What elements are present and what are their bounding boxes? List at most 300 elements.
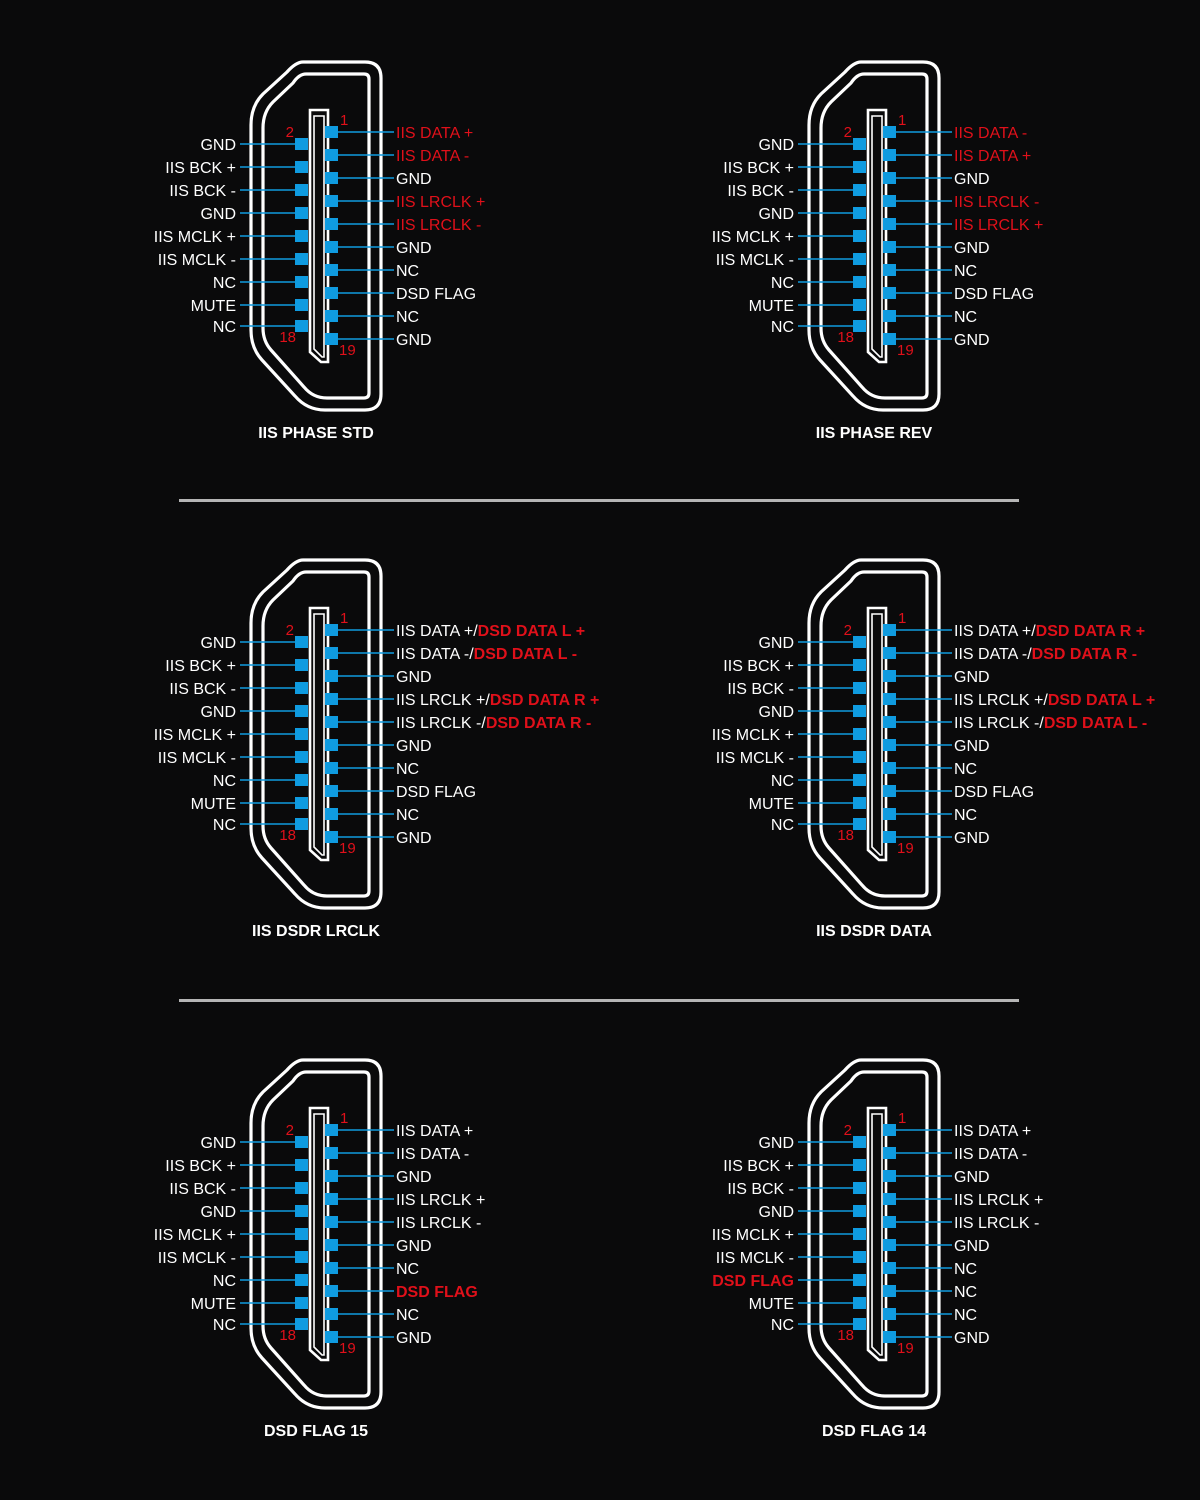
pin-number-label: 1 (898, 112, 907, 129)
pin-6 (853, 682, 866, 694)
pin-label-left: MUTE (190, 796, 236, 813)
pin-label-right (396, 194, 485, 211)
pin-16 (295, 797, 308, 809)
pin-10 (853, 728, 866, 740)
pin-label-left: MUTE (748, 298, 794, 315)
pin-label-right (954, 1123, 1031, 1140)
pin-18 (295, 320, 308, 332)
pin-label-left: NC (212, 319, 236, 336)
pin-label-right (954, 761, 977, 778)
pin-5 (883, 1170, 896, 1182)
pin-label-left: IIS BCK - (169, 183, 236, 200)
pin-signal-text: IIS DATA +/ (954, 623, 1036, 640)
pin-2 (853, 1136, 866, 1148)
pin-signal-text: GND (954, 738, 990, 755)
pin-label-left: NC (770, 773, 794, 790)
pin-signal-text: IIS DATA -/ (396, 646, 474, 663)
pin-15 (883, 1285, 896, 1297)
pin-label-right (954, 1169, 990, 1186)
pin-label-left: GND (758, 137, 794, 154)
pin-number-label: 18 (279, 827, 296, 844)
pin-label-right (954, 263, 977, 280)
pin-label-right (396, 1284, 478, 1301)
pin-label-left: GND (200, 206, 236, 223)
pin-14 (853, 774, 866, 786)
pin-label-left: IIS MCLK + (153, 229, 236, 246)
pin-number-label: 2 (843, 1122, 852, 1139)
pin-2 (295, 138, 308, 150)
pin-number-label: 18 (279, 1327, 296, 1344)
pin-dsd-signal-text: DSD DATA L + (1047, 692, 1156, 709)
pin-dsd-signal-text: DSD DATA L - (473, 646, 578, 663)
pin-label-right (954, 1261, 977, 1278)
pin-signal-text: GND (396, 1238, 432, 1255)
pin-signal-text: NC (396, 807, 420, 824)
connector-6 (712, 1060, 1044, 1440)
pin-label-right (396, 807, 419, 824)
pin-label-right (954, 148, 1031, 165)
pin-label-left: IIS MCLK + (711, 229, 794, 246)
connector-tongue (868, 608, 886, 860)
pin-8 (853, 207, 866, 219)
pin-3 (325, 1147, 338, 1159)
pin-signal-text: NC (396, 1307, 420, 1324)
pin-5 (325, 172, 338, 184)
pin-label-right (396, 1215, 481, 1232)
pin-signal-text: NC (954, 1261, 978, 1278)
pin-14 (295, 276, 308, 288)
pin-12 (295, 751, 308, 763)
pin-number-label: 18 (837, 827, 854, 844)
pin-label-right (396, 623, 585, 640)
pin-signal-text: NC (396, 309, 420, 326)
pin-signal-text: IIS DATA -/ (954, 646, 1032, 663)
pin-signal-text: IIS LRCLK + (396, 194, 486, 211)
pin-10 (853, 230, 866, 242)
pin-signal-text: GND (396, 240, 432, 257)
pin-label-right (396, 286, 476, 303)
pin-label-left: NC (212, 1317, 236, 1334)
pin-label-right (954, 807, 977, 824)
pin-signal-text: GND (396, 669, 432, 686)
pin-label-right (396, 1238, 432, 1255)
connector-tongue-inner (314, 1114, 324, 1355)
pin-label-left: NC (770, 1317, 794, 1334)
pin-18 (853, 818, 866, 830)
pin-signal-text: NC (954, 309, 978, 326)
pin-label-left: NC (770, 275, 794, 292)
pin-17 (325, 310, 338, 322)
pin-7 (325, 195, 338, 207)
pin-13 (325, 264, 338, 276)
pin-number-label: 19 (339, 342, 356, 359)
pin-19 (883, 831, 896, 843)
pin-10 (295, 728, 308, 740)
pin-17 (883, 310, 896, 322)
pin-16 (853, 299, 866, 311)
pin-12 (853, 253, 866, 265)
pin-3 (325, 647, 338, 659)
pin-signal-text: GND (396, 171, 432, 188)
pin-7 (883, 195, 896, 207)
pin-18 (853, 1318, 866, 1330)
pin-label-left: IIS MCLK + (711, 727, 794, 744)
pin-label-left: IIS BCK + (723, 658, 794, 675)
pin-label-left: GND (200, 635, 236, 652)
pin-label-left: IIS MCLK + (153, 727, 236, 744)
pin-label-right (396, 171, 432, 188)
pin-19 (883, 333, 896, 345)
pin-9 (325, 218, 338, 230)
pin-signal-text: NC (396, 1261, 420, 1278)
pin-number-label: 18 (837, 1327, 854, 1344)
pin-signal-text: IIS LRCLK + (396, 1192, 486, 1209)
connector-tongue (868, 1108, 886, 1360)
pin-17 (325, 1308, 338, 1320)
connector-2 (712, 62, 1044, 442)
pin-19 (325, 1331, 338, 1343)
pin-signal-text: DSD FLAG (396, 1284, 478, 1301)
pin-label-right (954, 1307, 977, 1324)
pin-number-label: 19 (339, 840, 356, 857)
pin-label-right (396, 830, 432, 847)
pin-5 (325, 670, 338, 682)
pin-label-right (954, 669, 990, 686)
pin-number-label: 1 (340, 610, 349, 627)
pin-label-right (396, 669, 432, 686)
connector-tongue (868, 110, 886, 362)
pin-dsd-signal-text: DSD DATA R + (1035, 623, 1146, 640)
pin-number-label: 2 (285, 124, 294, 141)
connector-tongue (310, 608, 328, 860)
pin-label-left: GND (200, 1204, 236, 1221)
pin-11 (883, 241, 896, 253)
pin-1 (883, 1124, 896, 1136)
pin-17 (325, 808, 338, 820)
pin-label-left: NC (212, 1273, 236, 1290)
connector-3 (154, 560, 600, 940)
pin-signal-text: GND (954, 1330, 990, 1347)
pin-3 (883, 647, 896, 659)
pin-14 (295, 774, 308, 786)
pin-label-right (954, 830, 990, 847)
pin-17 (883, 1308, 896, 1320)
pin-label-left: IIS BCK - (727, 183, 794, 200)
pin-11 (883, 739, 896, 751)
connector-tongue (310, 1108, 328, 1360)
pin-5 (883, 172, 896, 184)
pin-signal-text: IIS DATA - (396, 148, 470, 165)
pin-label-left: NC (770, 817, 794, 834)
pin-7 (883, 1193, 896, 1205)
pin-7 (325, 693, 338, 705)
pin-label-left: NC (770, 319, 794, 336)
pin-label-right (954, 217, 1043, 234)
pin-dsd-signal-text: DSD DATA L - (1043, 715, 1148, 732)
pin-15 (325, 785, 338, 797)
connector-title: IIS DSDR LRCLK (252, 923, 380, 940)
pin-label-left: GND (200, 704, 236, 721)
pin-label-left: IIS BCK + (165, 1158, 236, 1175)
pin-signal-text: DSD FLAG (396, 784, 477, 801)
pin-label-left: IIS BCK + (723, 1158, 794, 1175)
pin-label-right (954, 1238, 990, 1255)
pin-signal-text: GND (396, 830, 432, 847)
pin-8 (295, 207, 308, 219)
pin-label-left: GND (758, 1135, 794, 1152)
pin-11 (325, 241, 338, 253)
pin-label-left: IIS BCK + (723, 160, 794, 177)
pin-4 (295, 659, 308, 671)
connector-title: DSD FLAG 14 (821, 1423, 927, 1440)
pin-signal-text: IIS LRCLK +/ (954, 692, 1048, 709)
pin-label-right (396, 125, 473, 142)
pin-label-left: MUTE (748, 1296, 794, 1313)
pin-number-label: 18 (837, 329, 854, 346)
pin-signal-text: GND (954, 669, 990, 686)
pin-1 (325, 1124, 338, 1136)
connector-tongue-inner (314, 116, 324, 357)
pin-12 (295, 253, 308, 265)
pin-18 (853, 320, 866, 332)
pin-label-right (954, 171, 990, 188)
pin-7 (883, 693, 896, 705)
pin-label-right (954, 646, 1137, 663)
pin-label-left: NC (212, 817, 236, 834)
connector-tongue-inner (872, 614, 882, 855)
pin-dsd-signal-text: DSD DATA L + (477, 623, 586, 640)
pin-16 (295, 1297, 308, 1309)
pin-10 (295, 1228, 308, 1240)
pin-label-right (954, 738, 990, 755)
pin-6 (853, 1182, 866, 1194)
pin-label-right (954, 309, 977, 326)
pin-3 (883, 1147, 896, 1159)
pin-signal-text: IIS LRCLK - (396, 217, 482, 234)
pin-label-left: NC (212, 275, 236, 292)
pin-label-right (396, 1192, 485, 1209)
pin-5 (883, 670, 896, 682)
connector-title: IIS PHASE REV (815, 425, 933, 442)
pin-9 (883, 716, 896, 728)
pin-number-label: 1 (340, 112, 349, 129)
pin-label-right (396, 1146, 469, 1163)
pin-label-right (954, 286, 1034, 303)
pin-label-right (954, 194, 1039, 211)
pin-label-right (954, 1330, 990, 1347)
pin-signal-text: GND (954, 332, 990, 349)
pin-signal-text: DSD FLAG (396, 286, 477, 303)
pin-signal-text: IIS DATA - (954, 125, 1028, 142)
section-divider (179, 999, 1019, 1002)
pin-1 (883, 126, 896, 138)
pin-number-label: 2 (285, 1122, 294, 1139)
pin-signal-text: GND (954, 240, 990, 257)
pin-signal-text: IIS LRCLK -/ (954, 715, 1044, 732)
pin-16 (853, 1297, 866, 1309)
pin-label-left: IIS MCLK - (157, 750, 236, 767)
pin-10 (853, 1228, 866, 1240)
pin-2 (295, 1136, 308, 1148)
pin-2 (853, 636, 866, 648)
pin-number-label: 19 (897, 342, 914, 359)
pin-label-left: MUTE (190, 298, 236, 315)
pin-14 (853, 1274, 866, 1286)
pin-6 (295, 682, 308, 694)
pin-label-right (954, 1284, 977, 1301)
pin-label-right (954, 125, 1027, 142)
pin-16 (295, 299, 308, 311)
pin-label-left: GND (200, 137, 236, 154)
pin-9 (325, 1216, 338, 1228)
pin-11 (325, 739, 338, 751)
pin-9 (883, 218, 896, 230)
pin-label-left: IIS BCK - (727, 1181, 794, 1198)
pin-label-left: IIS BCK - (169, 1181, 236, 1198)
pin-signal-text: GND (954, 1169, 990, 1186)
pin-label-left: GND (200, 1135, 236, 1152)
pin-1 (325, 126, 338, 138)
pin-label-right (954, 623, 1145, 640)
pin-13 (883, 762, 896, 774)
pin-label-left: GND (758, 704, 794, 721)
pin-signal-text: GND (954, 1238, 990, 1255)
pin-signal-text: GND (396, 1330, 432, 1347)
pin-9 (883, 1216, 896, 1228)
pin-15 (325, 1285, 338, 1297)
pin-label-right (954, 715, 1147, 732)
pin-number-label: 1 (340, 1110, 349, 1127)
pin-signal-text: DSD FLAG (954, 784, 1035, 801)
pin-label-left: IIS MCLK - (715, 750, 794, 767)
pin-signal-text: GND (954, 830, 990, 847)
pin-12 (853, 1251, 866, 1263)
pin-label-right (396, 263, 419, 280)
pin-label-right (396, 761, 419, 778)
pin-8 (853, 705, 866, 717)
pin-signal-text: GND (954, 171, 990, 188)
pin-signal-text: GND (396, 332, 432, 349)
pin-14 (295, 1274, 308, 1286)
pin-signal-text: IIS LRCLK + (954, 1192, 1044, 1209)
pin-3 (883, 149, 896, 161)
pin-11 (325, 1239, 338, 1251)
pin-label-left: NC (212, 773, 236, 790)
pin-label-right (954, 240, 990, 257)
pin-signal-text: GND (396, 738, 432, 755)
pin-label-left: IIS MCLK - (715, 252, 794, 269)
pin-13 (883, 1262, 896, 1274)
pin-signal-text: NC (954, 1284, 978, 1301)
pin-label-right (396, 738, 432, 755)
pin-14 (853, 276, 866, 288)
pin-signal-text: IIS LRCLK +/ (396, 692, 490, 709)
pin-label-right (954, 332, 990, 349)
pin-number-label: 2 (843, 124, 852, 141)
pin-label-right (396, 784, 476, 801)
pin-label-left: MUTE (748, 796, 794, 813)
pin-number-label: 1 (898, 610, 907, 627)
pin-5 (325, 1170, 338, 1182)
pin-signal-text: IIS DATA + (396, 125, 474, 142)
pin-label-left: IIS MCLK + (711, 1227, 794, 1244)
connector-5 (154, 1060, 486, 1440)
pin-13 (325, 762, 338, 774)
pin-4 (853, 1159, 866, 1171)
pin-number-label: 18 (279, 329, 296, 346)
pin-19 (325, 333, 338, 345)
pin-9 (325, 716, 338, 728)
pin-2 (295, 636, 308, 648)
pin-label-right (396, 240, 432, 257)
pin-label-left: IIS MCLK - (157, 252, 236, 269)
pin-16 (853, 797, 866, 809)
pin-signal-text: IIS LRCLK - (954, 194, 1040, 211)
pin-signal-text: DSD FLAG (954, 286, 1035, 303)
pin-signal-text: IIS DATA + (954, 148, 1032, 165)
pin-number-label: 19 (897, 840, 914, 857)
connector-1 (154, 62, 486, 442)
pin-label-right (954, 1146, 1027, 1163)
pin-8 (295, 1205, 308, 1217)
pin-label-left: IIS MCLK - (715, 1250, 794, 1267)
pin-label-right (396, 1330, 432, 1347)
pin-label-right (396, 148, 469, 165)
pin-15 (325, 287, 338, 299)
pin-17 (883, 808, 896, 820)
pin-signal-text: NC (954, 761, 978, 778)
pin-11 (883, 1239, 896, 1251)
pin-13 (325, 1262, 338, 1274)
pin-6 (853, 184, 866, 196)
section-divider (179, 499, 1019, 502)
connector-title: IIS DSDR DATA (816, 923, 932, 940)
pin-18 (295, 818, 308, 830)
pin-label-left: IIS BCK - (169, 681, 236, 698)
pin-label-right (396, 309, 419, 326)
pin-label-right (396, 1169, 432, 1186)
pin-signal-text: NC (396, 263, 420, 280)
pin-label-left: IIS BCK - (727, 681, 794, 698)
pin-label-right (396, 1123, 473, 1140)
pin-label-left: IIS BCK + (165, 658, 236, 675)
connector-tongue-inner (872, 1114, 882, 1355)
pin-signal-text: IIS DATA - (954, 1146, 1028, 1163)
pin-signal-text: NC (954, 1307, 978, 1324)
pin-label-left: GND (758, 635, 794, 652)
connector-title: DSD FLAG 15 (263, 1423, 369, 1440)
pin-label-right (396, 1261, 419, 1278)
pin-4 (295, 161, 308, 173)
pin-label-right (396, 715, 591, 732)
connector-4 (712, 560, 1156, 940)
pin-2 (853, 138, 866, 150)
pin-dsd-signal-text: DSD DATA R - (485, 715, 592, 732)
pin-12 (295, 1251, 308, 1263)
pin-label-left: IIS MCLK - (157, 1250, 236, 1267)
pin-label-left: GND (758, 206, 794, 223)
pin-label-right (396, 646, 577, 663)
pin-signal-text: IIS LRCLK - (954, 1215, 1040, 1232)
pin-label-right (954, 692, 1155, 709)
pin-6 (295, 184, 308, 196)
connector-tongue (310, 110, 328, 362)
pin-10 (295, 230, 308, 242)
pin-signal-text: GND (396, 1169, 432, 1186)
pin-8 (853, 1205, 866, 1217)
pin-6 (295, 1182, 308, 1194)
pin-dsd-signal-text: DSD DATA R + (489, 692, 600, 709)
